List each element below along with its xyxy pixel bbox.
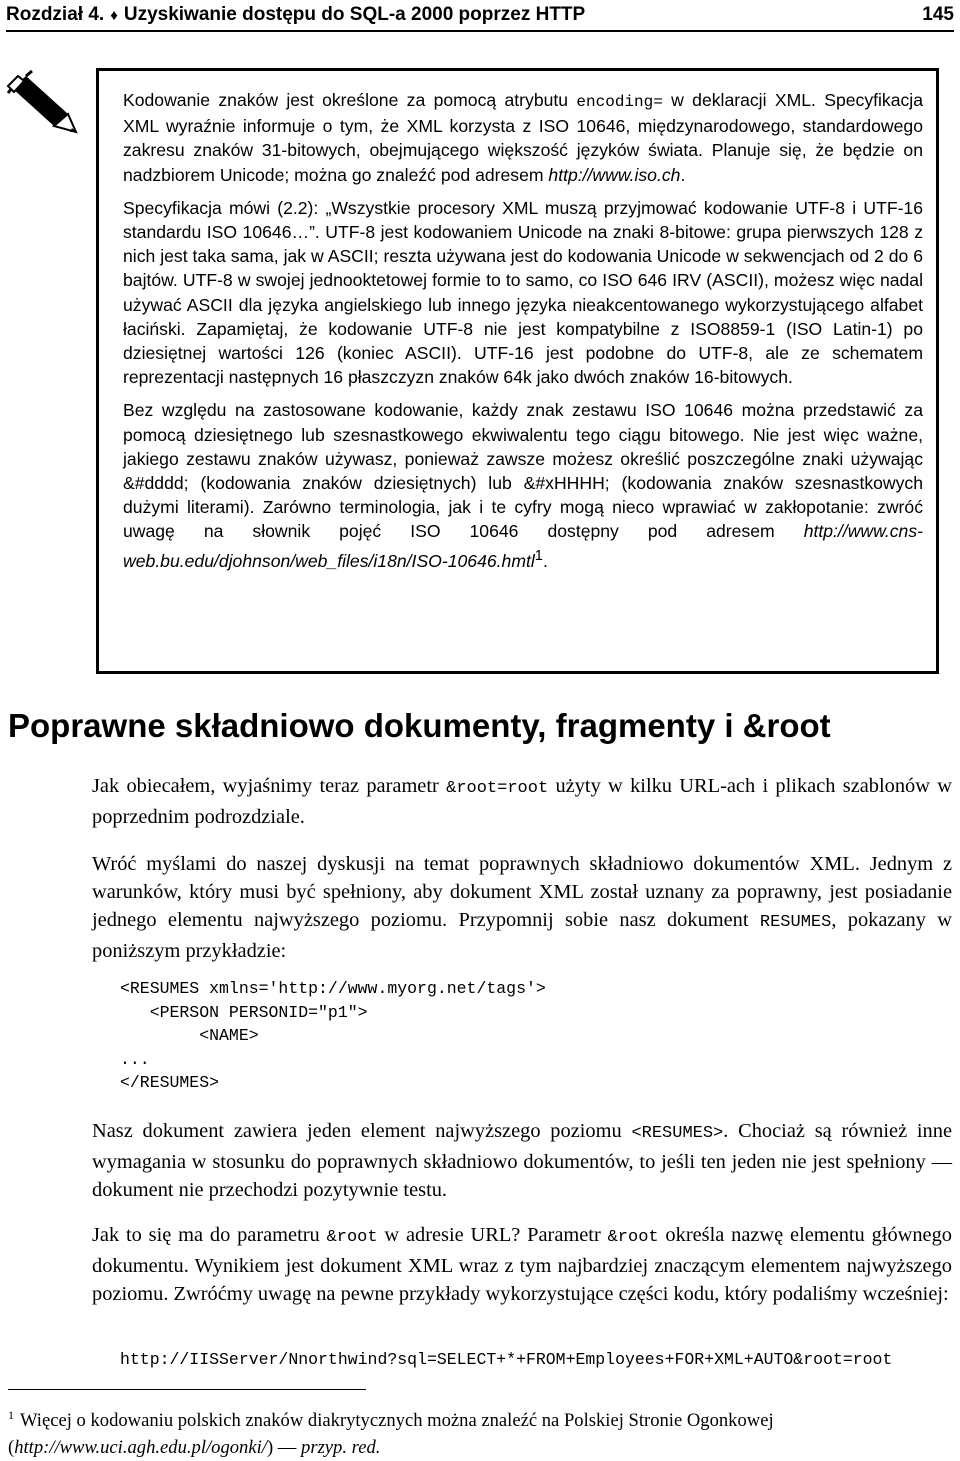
url-link[interactable]: http://www.iso.ch: [548, 164, 681, 185]
code-line: </RESUMES>: [120, 1073, 220, 1093]
footnote-ref[interactable]: 1: [534, 547, 543, 564]
pencil-icon: [6, 68, 80, 136]
inline-code: RESUMES: [759, 913, 832, 932]
note-text: Bez względu na zastosowane kodowanie, każdy znak zestawu ISO 10646 można przedstawić za pomocą dziesiętnego lub szesnastkowego ekwiwalentu tego ciągu bitowego. Nie jest więc ważne, jakiego zestawu znaków używasz, ponieważ zawsze możesz określić poszczególne znaki używając &#dddd; (kodowania znaków dziesiętnych) lub &#xHHHH; (kodowania znaków szesnastkowych dużymi literami). Zarówno terminologia, jak i te cyfry mogą nieco wprawiać w zakłopotanie: zwróć uwagę na słownik pojęć ISO 10646 dostępny pod adresem: [123, 400, 923, 542]
footnote-text: ) —: [266, 1437, 302, 1459]
body-text: Jak obiecałem, wyjaśnimy teraz parametr: [92, 775, 447, 797]
page-header: [6, 0, 954, 32]
footnote-text: Więcej o kodowaniu polskich znaków diakrytycznych można znaleźć na Polskiej Stronie Ogonkowej (: [8, 1410, 774, 1459]
note-paragraph: [123, 88, 923, 187]
inline-code: &root=root: [446, 779, 549, 798]
inline-code: <RESUMES>: [631, 1124, 724, 1143]
code-example: [120, 977, 820, 1095]
footnote: [8, 1402, 948, 1461]
header-left: [6, 4, 585, 26]
body-paragraph: [92, 850, 952, 965]
diamond-icon: ♦: [110, 6, 118, 24]
body-text: w adresie URL? Parametr: [377, 1224, 608, 1246]
footnote-number: 1: [8, 1408, 14, 1422]
body-text: określa nazwę elementu głównego dokumentu. Wynikiem jest dokument XML wraz z tym najbardziej znaczącym elementem najwyższego poziomu. Zwróćmy uwagę na pewne przykłady wykorzystujące części kodu, który podaliśmy wcześniej:: [92, 1224, 952, 1305]
section-heading: Poprawne składniowo dokumenty, fragmenty i &root: [8, 707, 831, 744]
body-paragraph: [92, 1221, 952, 1308]
note-paragraph: [123, 398, 923, 572]
footnote-link[interactable]: http://www.uci.agh.edu.pl/ogonki/: [14, 1437, 267, 1459]
body-text: Nasz dokument zawiera jeden element najwyższego poziomu: [92, 1120, 632, 1142]
code-line: <PERSON PERSONID="p1">: [120, 1002, 368, 1022]
body-paragraph: [92, 772, 952, 831]
footnote-note: przyp. red.: [301, 1437, 381, 1459]
inline-code: encoding=: [576, 93, 663, 111]
url-example: http://IISServer/Nnorthwind?sql=SELECT+*+FROM+Employees+FOR+XML+AUTO&root=root: [120, 1350, 893, 1369]
note-text: .: [542, 550, 548, 571]
code-line: ...: [120, 1049, 150, 1069]
body-text: , pokazany w poniższym przykładzie:: [92, 909, 952, 962]
chapter-title: Uzyskiwanie dostępu do SQL-a 2000 poprzez HTTP: [123, 4, 586, 25]
body-paragraph: [92, 1117, 952, 1204]
note-text: w deklaracji XML. Specyfikacja XML wyraźnie informuje o tym, że XML korzysta z ISO 10646, międzynarodowego, standardowego zakresu znaków 31-bitowych, obejmującego większość języków świata. Planuje się, że będzie on nadzbiorem Unicode; można go znaleźć pod adresem: [123, 90, 923, 185]
body-text: . Chociaż są również inne wymagania w stosunku do poprawnych składniowo dokumentów, to jeśli ten jeden nie jest spełniony — dokument nie przechodzi pozytywnie testu.: [92, 1120, 953, 1201]
footnote-divider: [8, 1389, 366, 1390]
code-line: <NAME>: [120, 1026, 259, 1046]
body-text: Wróć myślami do naszej dyskusji na temat poprawnych składniowo dokumentów XML. Jednym z warunków, który musi być spełniony, aby dokument XML został uznany za poprawny, jest posiadanie jednego elementu najwyższego poziomu. Przypomnij sobie nasz dokument: [92, 853, 952, 931]
code-line: <RESUMES xmlns='http://www.myorg.net/tags'>: [120, 979, 546, 998]
note-text: .: [680, 164, 686, 185]
body-text: użyty w kilku URL-ach i plikach szablonów w poprzednim podrozdziale.: [92, 775, 952, 828]
note-paragraph: Specyfikacja mówi (2.2): „Wszystkie procesory XML muszą przyjmować kodowanie UTF-8 i UTF-16 standardu ISO 10646…”. UTF-8 jest kodowaniem Unicode na znaki 8-bitowe: grupa pierwszych 128 z nich jest taka sama, jak w ASCII; reszta używana jest do kodowania Unicode w sekwencjach od 2 do 6 bajtów. UTF-8 w swojej jednooktetowej formie to to samo, co ISO 646 IRV (ASCII), możesz więc nadal używać ASCII dla języka angielskiego lub innego języka nieakcentowanego wykorzystującego alfabet łaciński. Zapamiętaj, że kodowanie UTF-8 nie jest kompatybilne z ISO8859-1 (ISO Latin-1) po dziesiętnej wartości 126 (koniec ASCII). UTF-16 jest podobne do UTF-8, ale ze schematem reprezentacji następnych 16 płaszczyzn znaków 64k jako dwóch znaków 16-bitowych.: [123, 197, 923, 388]
note-box: [96, 68, 939, 674]
chapter-label: Rozdział 4.: [6, 4, 105, 25]
inline-code: &root: [607, 1228, 659, 1247]
note-text: Kodowanie znaków jest określone za pomocą atrybutu: [123, 90, 577, 110]
url-link[interactable]: http://www.cns-web.bu.edu/djohnson/web_files/i18n/ISO-10646.hmtl: [123, 521, 923, 571]
page-number: 145: [922, 4, 954, 25]
body-text: Jak to się ma do parametru: [92, 1224, 327, 1246]
inline-code: &root: [326, 1228, 378, 1247]
